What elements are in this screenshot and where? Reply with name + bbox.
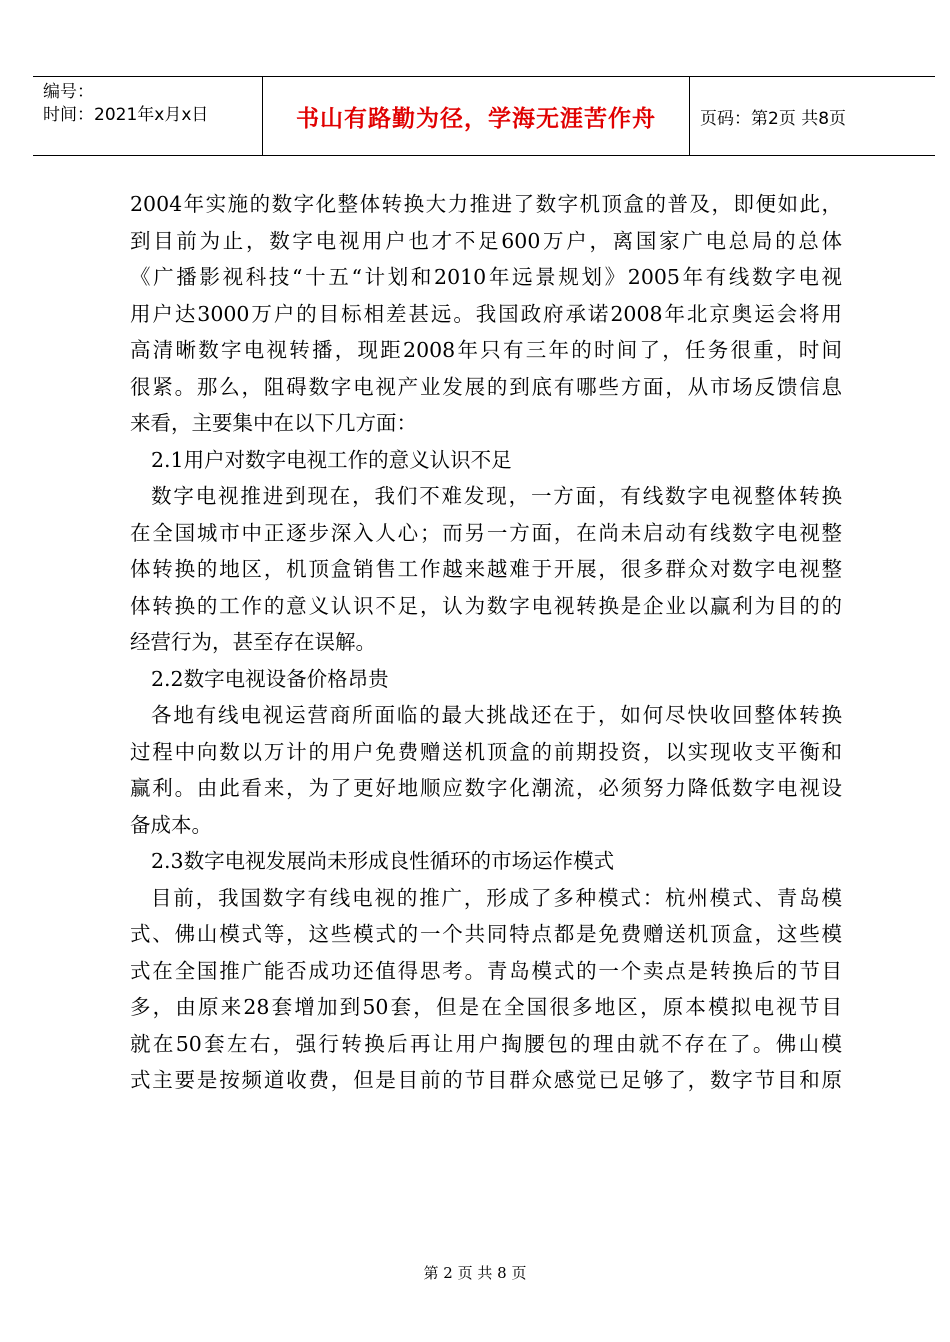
section-heading: 2.2数字电视设备价格昂贵 — [151, 666, 389, 691]
page-header — [33, 76, 935, 156]
body-line: 来看，主要集中在以下几方面： — [130, 411, 417, 435]
body-line: 目前，我国数字有线电视的推广，形成了多种模式：杭州模式、青岛模 — [151, 885, 842, 910]
body-line: 式在全国推广能否成功还值得思考。青岛模式的一个卖点是转换后的节目 — [130, 958, 842, 983]
body-line: 体转换的地区，机顶盒销售工作越来越难于开展，很多群众对数字电视整 — [130, 557, 842, 581]
body-line: 数字电视推进到现在，我们不难发现，一方面，有线数字电视整体转换 — [151, 484, 842, 508]
page-footer: 第 2 页 共 8 页 — [423, 1264, 527, 1282]
body-line: 到目前为止，数字电视用户也才不足600万户，离国家广电总局的总体 — [130, 228, 842, 253]
body-line: 体转换的工作的意义认识不足，认为数字电视转换是企业以赢利为目的的 — [130, 593, 842, 618]
body-line: 式主要是按频道收费，但是目前的节目群众感觉已足够了，数字节目和原 — [130, 1068, 842, 1092]
document-body — [130, 186, 842, 1099]
body-line: 过程中向数以万计的用户免费赠送机顶盒的前期投资，以实现收支平衡和 — [130, 739, 842, 764]
body-line: 很紧。那么，阻碍数字电视产业发展的到底有哪些方面，从市场反馈信息 — [130, 374, 842, 399]
section-heading: 2.3数字电视发展尚未形成良性循环的市场运作模式 — [151, 849, 615, 873]
body-line: 2004年实施的数字化整体转换大力推进了数字机顶盒的普及，即便如此， — [130, 192, 842, 216]
header-motto: 书山有路勤为径，学海无涯苦作舟 — [263, 77, 690, 155]
body-line: 赢利。由此看来，为了更好地顺应数字化潮流，必须努力降低数字电视设 — [130, 776, 842, 800]
body-line: 经营行为，甚至存在误解。 — [130, 630, 376, 654]
body-line: 高清晰数字电视转播，现距2008年只有三年的时间了，任务很重，时间 — [130, 338, 842, 362]
body-line: 多，由原来28套增加到50套，但是在全国很多地区，原本模拟电视节目 — [130, 995, 842, 1019]
body-line: 《广播影视科技“十五“计划和2010年远景规划》2005年有线数字电视 — [130, 265, 842, 289]
section-heading: 2.1用户对数字电视工作的意义认识不足 — [151, 447, 512, 472]
body-line: 备成本。 — [130, 812, 212, 837]
body-line: 式、佛山模式等，这些模式的一个共同特点都是免费赠送机顶盒，这些模 — [130, 922, 842, 946]
document-time-label: 时间：2021年x月x日 — [43, 105, 209, 125]
header-page-label: 页码：第2页 共8页 — [700, 108, 847, 129]
body-line: 就在50套左右，强行转换后再让用户掏腰包的理由就不存在了。佛山模 — [130, 1031, 842, 1056]
document-number-label: 编号： — [43, 82, 94, 102]
body-line: 用户达3000万户的目标相差甚远。我国政府承诺2008年北京奥运会将用 — [130, 301, 842, 326]
body-line: 各地有线电视运营商所面临的最大挑战还在于，如何尽快收回整体转换 — [151, 703, 842, 727]
header-meta-cell — [33, 77, 263, 155]
body-line: 在全国城市中正逐步深入人心；而另一方面，在尚未启动有线数字电视整 — [130, 520, 842, 545]
